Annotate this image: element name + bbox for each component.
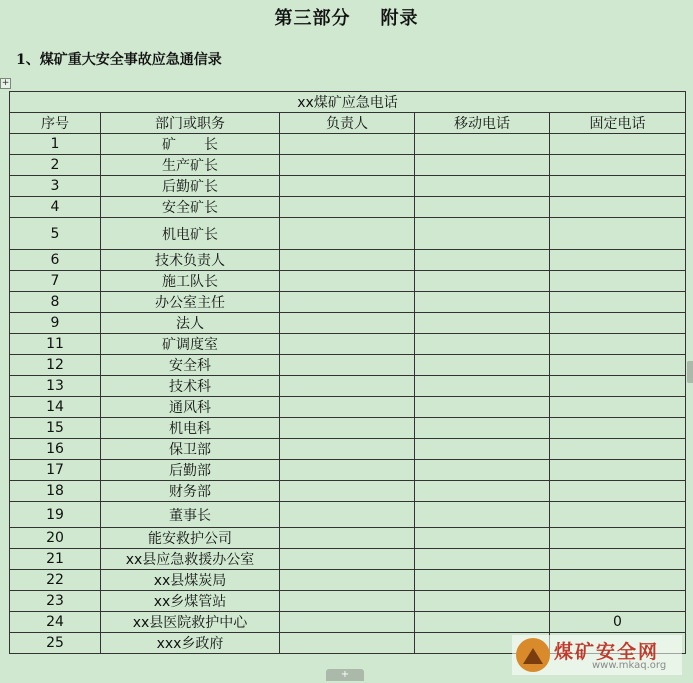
table-row xyxy=(10,292,686,313)
row-person xyxy=(280,334,415,355)
watermark-text: 煤矿安全网 xyxy=(554,641,660,663)
row-mobile xyxy=(415,218,550,250)
table-row xyxy=(10,612,686,633)
row-mobile xyxy=(415,502,550,528)
row-department: 矿调度室 xyxy=(101,334,280,355)
table-row xyxy=(10,250,686,271)
page-expand-handle-icon[interactable]: + xyxy=(326,669,364,681)
row-mobile xyxy=(415,176,550,197)
row-fixed xyxy=(550,218,686,250)
table-row xyxy=(10,313,686,334)
row-department: 保卫部 xyxy=(101,439,280,460)
row-person xyxy=(280,549,415,570)
row-mobile xyxy=(415,549,550,570)
row-mobile xyxy=(415,460,550,481)
row-fixed xyxy=(550,292,686,313)
row-person xyxy=(280,355,415,376)
row-mobile xyxy=(415,418,550,439)
row-mobile xyxy=(415,355,550,376)
row-department: 后勤部 xyxy=(101,460,280,481)
row-mobile xyxy=(415,271,550,292)
row-department: 安全矿长 xyxy=(101,197,280,218)
section-heading: 1、煤矿重大安全事故应急通信录 xyxy=(16,52,222,68)
table-row xyxy=(10,134,686,155)
table-row xyxy=(10,570,686,591)
row-department: 矿 长 xyxy=(101,134,280,155)
mine-logo-icon xyxy=(516,638,550,672)
row-number: 4 xyxy=(10,197,101,218)
row-number: 24 xyxy=(10,612,101,633)
watermark xyxy=(512,635,682,675)
row-number: 12 xyxy=(10,355,101,376)
row-person xyxy=(280,570,415,591)
row-department: 机电矿长 xyxy=(101,218,280,250)
row-mobile xyxy=(415,334,550,355)
table-row xyxy=(10,334,686,355)
row-mobile xyxy=(415,376,550,397)
row-number: 9 xyxy=(10,313,101,334)
row-fixed xyxy=(550,197,686,218)
row-person xyxy=(280,591,415,612)
row-number: 23 xyxy=(10,591,101,612)
row-department: 技术负责人 xyxy=(101,250,280,271)
row-department: 施工队长 xyxy=(101,271,280,292)
row-department: xxx乡政府 xyxy=(101,633,280,654)
row-mobile xyxy=(415,250,550,271)
row-number: 6 xyxy=(10,250,101,271)
row-number: 25 xyxy=(10,633,101,654)
table-row xyxy=(10,439,686,460)
row-person xyxy=(280,176,415,197)
watermark-url: www.mkaq.org xyxy=(592,660,667,671)
row-fixed xyxy=(550,134,686,155)
table-move-handle-icon[interactable]: + xyxy=(1,78,10,88)
table-row xyxy=(10,197,686,218)
row-number: 18 xyxy=(10,481,101,502)
row-department: 董事长 xyxy=(101,502,280,528)
row-department: 技术科 xyxy=(101,376,280,397)
row-number: 15 xyxy=(10,418,101,439)
table-row xyxy=(10,397,686,418)
row-person xyxy=(280,292,415,313)
table-caption: xx煤矿应急电话 xyxy=(10,92,686,113)
row-fixed xyxy=(550,271,686,292)
row-person xyxy=(280,502,415,528)
row-fixed xyxy=(550,481,686,502)
row-person xyxy=(280,439,415,460)
row-department: 通风科 xyxy=(101,397,280,418)
row-mobile xyxy=(415,570,550,591)
contacts-table xyxy=(9,91,686,654)
table-row xyxy=(10,528,686,549)
table-row xyxy=(10,355,686,376)
row-person xyxy=(280,250,415,271)
row-department: 财务部 xyxy=(101,481,280,502)
table-row xyxy=(10,176,686,197)
side-scroll-tab[interactable] xyxy=(687,361,693,383)
table-header-row xyxy=(10,113,686,134)
row-person xyxy=(280,134,415,155)
table-row xyxy=(10,155,686,176)
table-row xyxy=(10,481,686,502)
row-mobile xyxy=(415,612,550,633)
row-fixed xyxy=(550,250,686,271)
row-mobile xyxy=(415,397,550,418)
row-fixed xyxy=(550,376,686,397)
row-fixed xyxy=(550,549,686,570)
row-department: xx县医院救护中心 xyxy=(101,612,280,633)
row-department: 安全科 xyxy=(101,355,280,376)
row-fixed xyxy=(550,502,686,528)
row-person xyxy=(280,481,415,502)
row-number: 20 xyxy=(10,528,101,549)
row-fixed xyxy=(550,570,686,591)
row-person xyxy=(280,376,415,397)
row-mobile xyxy=(415,292,550,313)
row-person xyxy=(280,397,415,418)
row-person xyxy=(280,633,415,654)
row-mobile xyxy=(415,591,550,612)
row-mobile xyxy=(415,155,550,176)
row-fixed: 0 xyxy=(550,612,686,633)
table-row xyxy=(10,549,686,570)
row-fixed xyxy=(550,439,686,460)
row-person xyxy=(280,612,415,633)
row-person xyxy=(280,460,415,481)
row-department: 后勤矿长 xyxy=(101,176,280,197)
row-fixed xyxy=(550,397,686,418)
row-person xyxy=(280,528,415,549)
row-department: 法人 xyxy=(101,313,280,334)
row-fixed xyxy=(550,591,686,612)
row-fixed xyxy=(550,528,686,549)
row-fixed xyxy=(550,334,686,355)
row-department: 办公室主任 xyxy=(101,292,280,313)
row-mobile xyxy=(415,313,550,334)
row-number: 3 xyxy=(10,176,101,197)
row-number: 19 xyxy=(10,502,101,528)
table-row xyxy=(10,271,686,292)
row-number: 5 xyxy=(10,218,101,250)
row-mobile xyxy=(415,439,550,460)
row-number: 16 xyxy=(10,439,101,460)
title-part-1: 第三部分 xyxy=(274,8,351,29)
row-department: xx县煤炭局 xyxy=(101,570,280,591)
table-row xyxy=(10,502,686,528)
title-part-2: 附录 xyxy=(380,8,419,29)
row-fixed xyxy=(550,176,686,197)
table-row xyxy=(10,418,686,439)
row-person xyxy=(280,418,415,439)
row-number: 11 xyxy=(10,334,101,355)
table-row xyxy=(10,376,686,397)
header-fixed: 固定电话 xyxy=(550,113,686,134)
row-department: 能安救护公司 xyxy=(101,528,280,549)
row-person xyxy=(280,218,415,250)
row-department: 机电科 xyxy=(101,418,280,439)
row-number: 14 xyxy=(10,397,101,418)
row-fixed xyxy=(550,418,686,439)
row-department: xx县应急救援办公室 xyxy=(101,549,280,570)
row-number: 17 xyxy=(10,460,101,481)
header-mobile: 移动电话 xyxy=(415,113,550,134)
row-person xyxy=(280,313,415,334)
row-fixed xyxy=(550,313,686,334)
row-fixed xyxy=(550,355,686,376)
table-row xyxy=(10,591,686,612)
row-mobile xyxy=(415,134,550,155)
row-fixed xyxy=(550,155,686,176)
page-title xyxy=(0,4,693,30)
header-person: 负责人 xyxy=(280,113,415,134)
row-number: 7 xyxy=(10,271,101,292)
row-number: 13 xyxy=(10,376,101,397)
row-mobile xyxy=(415,481,550,502)
row-number: 21 xyxy=(10,549,101,570)
row-person xyxy=(280,271,415,292)
row-mobile xyxy=(415,528,550,549)
row-number: 1 xyxy=(10,134,101,155)
table-row xyxy=(10,218,686,250)
row-number: 2 xyxy=(10,155,101,176)
header-no: 序号 xyxy=(10,113,101,134)
table-row xyxy=(10,460,686,481)
row-department: 生产矿长 xyxy=(101,155,280,176)
row-department: xx乡煤管站 xyxy=(101,591,280,612)
row-fixed xyxy=(550,460,686,481)
row-number: 22 xyxy=(10,570,101,591)
header-dept: 部门或职务 xyxy=(101,113,280,134)
row-person xyxy=(280,197,415,218)
row-person xyxy=(280,155,415,176)
row-number: 8 xyxy=(10,292,101,313)
row-mobile xyxy=(415,197,550,218)
